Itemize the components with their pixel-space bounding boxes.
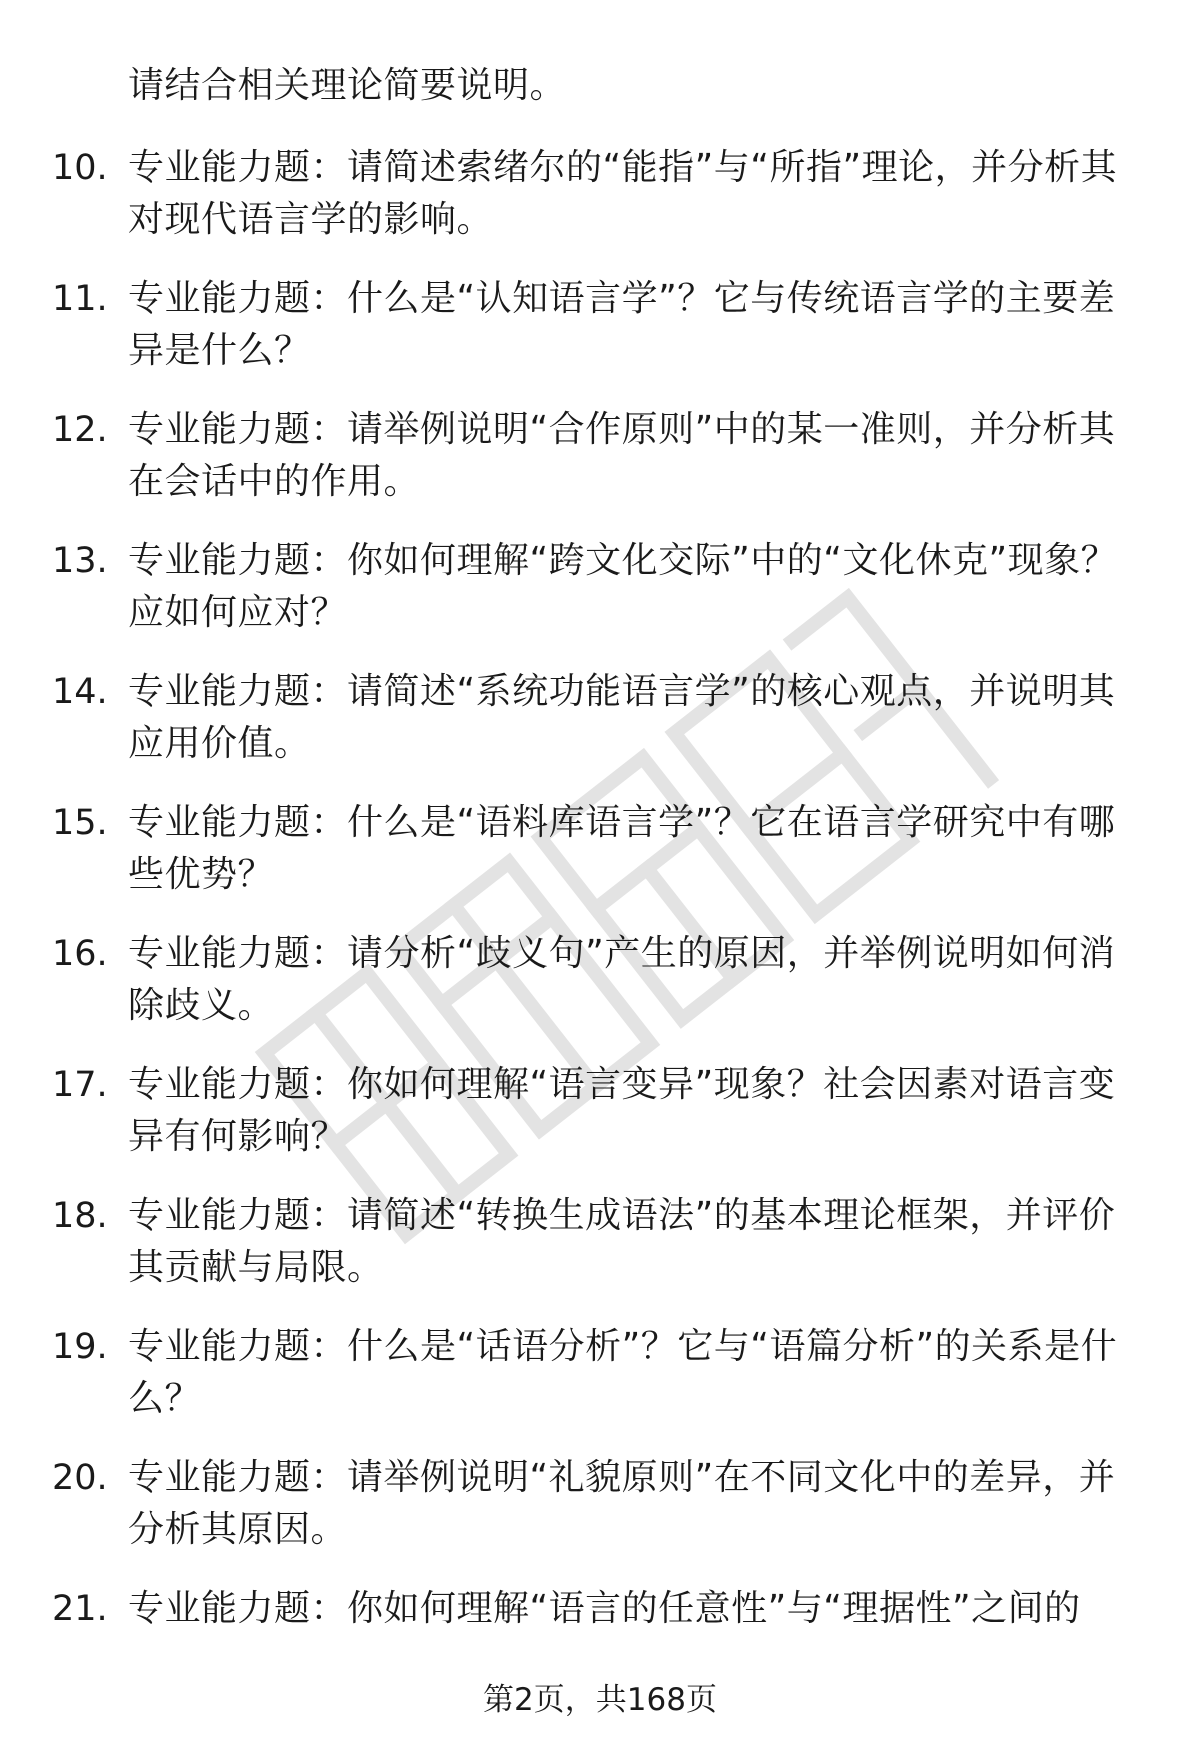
question-item — [0, 535, 1200, 666]
question-item — [0, 1059, 1200, 1190]
question-number: 15. — [52, 803, 108, 843]
question-text: 专业能力题：请分析“歧义句”产生的原因，并举例说明如何消除歧义。 — [128, 933, 1116, 1026]
question-number: 11. — [52, 279, 108, 319]
question-text: 专业能力题：什么是“语料库语言学”？它在语言学研究中有哪些优势？ — [128, 802, 1116, 895]
question-number: 18. — [52, 1196, 108, 1236]
continuation-text: 请结合相关理论简要说明。 — [128, 65, 567, 106]
question-text: 专业能力题：请举例说明“礼貌原则”在不同文化中的差异，并分析其原因。 — [128, 1457, 1116, 1550]
question-number: 12. — [52, 410, 108, 450]
question-text: 专业能力题：你如何理解“跨文化交际”中的“文化休克”现象？应如何应对？ — [128, 540, 1118, 633]
question-number: 14. — [52, 672, 108, 712]
question-item — [0, 273, 1200, 404]
question-item — [0, 928, 1200, 1059]
question-item — [0, 142, 1200, 273]
question-item — [0, 666, 1200, 797]
question-text: 专业能力题：请简述“系统功能语言学”的核心观点，并说明其应用价值。 — [128, 671, 1116, 764]
question-number: 10. — [52, 148, 108, 188]
question-number: 17. — [52, 1065, 108, 1105]
question-item — [0, 1321, 1200, 1452]
question-list — [0, 142, 1200, 1714]
question-text: 专业能力题：你如何理解“语言变异”现象？社会因素对语言变异有何影响？ — [128, 1064, 1116, 1157]
question-item — [0, 404, 1200, 535]
question-item — [0, 1452, 1200, 1583]
question-number: 16. — [52, 934, 108, 974]
question-text: 专业能力题：请举例说明“合作原则”中的某一准则，并分析其在会话中的作用。 — [128, 409, 1116, 502]
question-item — [0, 1190, 1200, 1321]
question-text: 专业能力题：什么是“认知语言学”？它与传统语言学的主要差异是什么？ — [128, 278, 1116, 371]
question-number: 21. — [52, 1589, 108, 1629]
question-text: 专业能力题：什么是“话语分析”？它与“语篇分析”的关系是什么？ — [128, 1326, 1118, 1419]
question-number: 20. — [52, 1458, 108, 1498]
question-number: 19. — [52, 1327, 108, 1367]
question-text: 专业能力题：你如何理解“语言的任意性”与“理据性”之间的 — [128, 1588, 1081, 1629]
page-footer: 第2页，共168页 — [483, 1682, 717, 1718]
question-number: 13. — [52, 541, 108, 581]
question-item — [0, 797, 1200, 928]
question-text: 专业能力题：请简述索绪尔的“能指”与“所指”理论，并分析其对现代语言学的影响。 — [128, 147, 1118, 240]
question-text: 专业能力题：请简述“转换生成语法”的基本理论框架，并评价其贡献与局限。 — [128, 1195, 1116, 1288]
